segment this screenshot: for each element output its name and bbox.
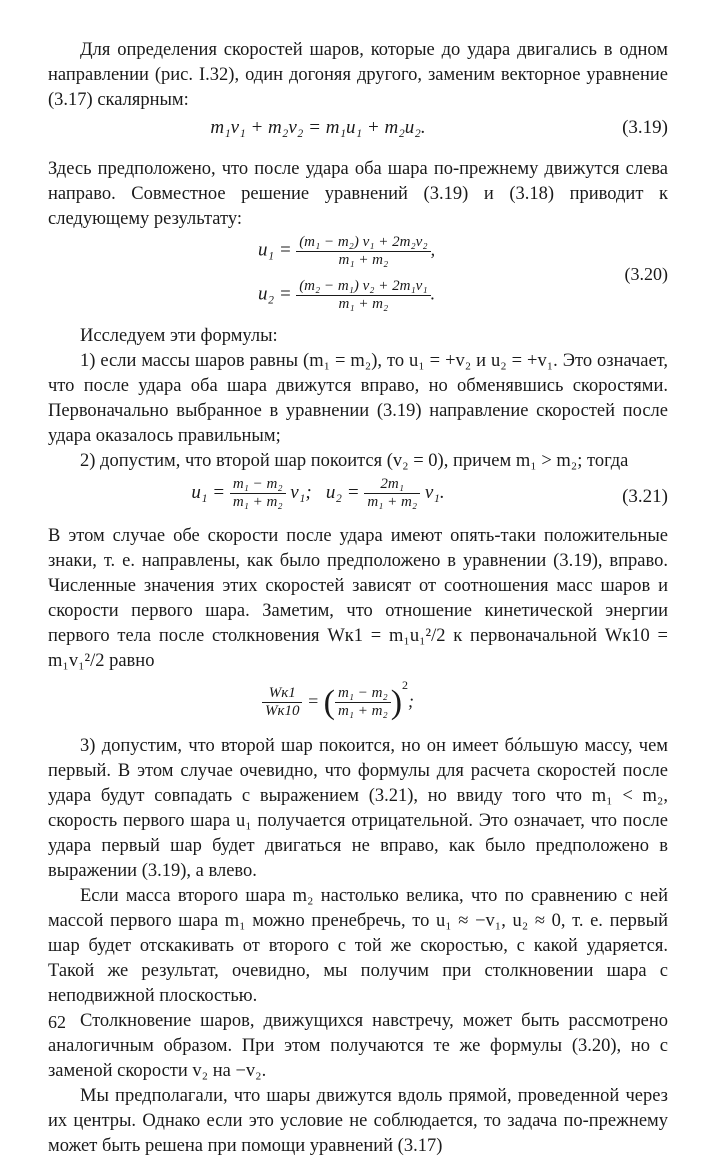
paragraph-case-3: 3) допустим, что второй шар покоится, но он имеет бóльшую массу, чем первый. В этом случае очевидно, что формулы для расчета скоростей после удара будут совпадать с выражением (3.21), но ввиду того что m₁ < m₂, скорость первого шара u₁ получается отрицательной. Это означает, что после удара первый шар будет двигаться не вправо, как было предположено в выражении (3.19), а влево. (48, 736, 668, 881)
energy-ratio-lhs-fraction (262, 685, 303, 720)
equation-3-20-u1-numerator: (m₁ − m₂) v₁ + 2m₂v₂ (296, 234, 430, 252)
equation-3-21 (48, 474, 668, 524)
energy-ratio-lhs-numerator: Wк1 (262, 685, 303, 703)
equation-3-21-u2-fraction (364, 476, 420, 511)
equation-3-21-number: (3.21) (622, 486, 668, 507)
equation-3-21-u2-lhs: u₂ = (325, 481, 360, 503)
equation-3-21-u1-tail: v₁; (290, 481, 312, 503)
paragraph-case-2-discussion: В этом случае обе скорости после удара имеют опять-таки положительные знаки, т. е. направлены, как было предположено в уравнении (3.19), вправо. Численные значения этих скоростей зависят от соотношения масс шаров и скорости первого шара. Заметим, что отношение кинетической энергии первого тела после столкновения Wк1 = m₁u₁²/2 к первоначальной Wк10 = m₁v₁²/2 равно (48, 526, 668, 671)
paragraph-case-1: 1) если массы шаров равны (m₁ = m₂), то u₁ = +v₂ и u₂ = +v₁. Это означает, что после удара оба шара движутся вправо, но обменявшись скоростями. Первоначально выбранное в уравнении (3.19) направление скоростей после удара оказалось правильным; (48, 351, 668, 446)
energy-ratio-open-paren: ( (323, 683, 335, 721)
equation-3-20-u2-tail: . (430, 283, 436, 304)
paragraph-heavy-mass: Если масса второго шара m₂ настолько велика, что по сравнению с ней массой первого шара m₁ можно пренебречь, то u₁ ≈ −v₁, u₂ ≈ 0, т. е. первый шар будет отскакивать от второго с той же скоростью, с какой ударяется. Такой же результат, очевидно, мы получим при столкновении шара с неподвижной плоскостью. (48, 886, 668, 1006)
equation-3-21-u2-numerator: 2m₁ (364, 476, 420, 494)
equation-3-20-u1-denominator: m₁ + m₂ (338, 252, 389, 268)
paragraph-assumption: Здесь предположено, что после удара оба шара по-прежнему движутся слева направо. Совместное решение уравнений (3.19) и (3.18) приводит к следующему результату: (48, 159, 668, 229)
equation-3-21-u1-lhs: u₁ = (191, 481, 226, 503)
energy-ratio-lhs-denominator: Wк10 (264, 703, 300, 720)
equation-3-20-u1-lhs: u₁ = (258, 239, 292, 261)
equation-3-20-u2-denominator: m₁ + m₂ (338, 296, 389, 312)
paragraph-intro: Для определения скоростей шаров, которые до удара двигались в одном направлении (рис. I.32), один догоняя другого, заменим векторное уравнение (3.17) скалярным: (48, 40, 668, 110)
energy-ratio-rhs-numerator: m₁ − m₂ (335, 685, 391, 703)
energy-ratio-close-paren: ) (390, 683, 403, 721)
equation-3-19-body: m₁v₁ + m₂v₂ = m₁u₁ + m₂u₂. (210, 117, 426, 138)
energy-ratio-rhs-denominator: m₁ + m₂ (337, 703, 388, 720)
paragraph-investigate: Исследуем эти формулы: (80, 326, 278, 346)
equation-3-20-u2 (258, 278, 435, 313)
paragraph-case-2: 2) допустим, что второй шар покоится (v₂ = 0), причем m₁ > m₂; тогда (80, 451, 629, 471)
equation-3-20-u2-lhs: u₂ = (258, 283, 292, 305)
page-number: 62 (48, 1012, 66, 1032)
equation-3-21-u1-denominator: m₁ + m₂ (232, 494, 283, 510)
equation-3-21-u2-tail: v₁. (424, 481, 445, 503)
energy-ratio-tail: ; (408, 691, 415, 711)
equation-3-20-u1 (258, 234, 435, 269)
equation-energy-ratio-body (48, 678, 628, 720)
paragraph-head-on: Столкновение шаров, движущихся навстречу, может быть рассмотрено аналогичным образом. При этом получаются те же формулы (3.20), но с заменой скорости v₂ на −v₂. (48, 1011, 668, 1081)
equation-3-20-u1-fraction (296, 234, 430, 269)
equation-3-20-number: (3.20) (624, 264, 668, 284)
equation-3-19-number: (3.19) (622, 117, 668, 138)
paragraph-oblique: Мы предполагали, что шары движутся вдоль прямой, проведенной через их центры. Однако если это условие не соблюдается, то задача по-прежнему может быть решена при помощи уравнений (3.17) (48, 1086, 668, 1156)
equation-3-20-u2-fraction (296, 278, 430, 313)
page-body (48, 38, 668, 1159)
equation-3-19 (48, 113, 668, 157)
equation-3-20-u2-numerator: (m₂ − m₁) v₂ + 2m₁v₁ (296, 278, 430, 296)
equation-3-20-u1-tail: , (430, 239, 436, 260)
equation-3-21-u1-numerator: m₁ − m₂ (230, 476, 286, 494)
energy-ratio-exponent: 2 (402, 678, 409, 692)
equation-3-21-u2-denominator: m₁ + m₂ (367, 494, 418, 510)
equation-3-21-body (48, 476, 588, 511)
equation-3-20 (48, 232, 668, 324)
equation-3-21-u1-fraction (230, 476, 286, 511)
equation-energy-ratio (48, 674, 668, 734)
energy-ratio-rhs-fraction (335, 685, 391, 720)
energy-ratio-equals: = (306, 691, 320, 711)
